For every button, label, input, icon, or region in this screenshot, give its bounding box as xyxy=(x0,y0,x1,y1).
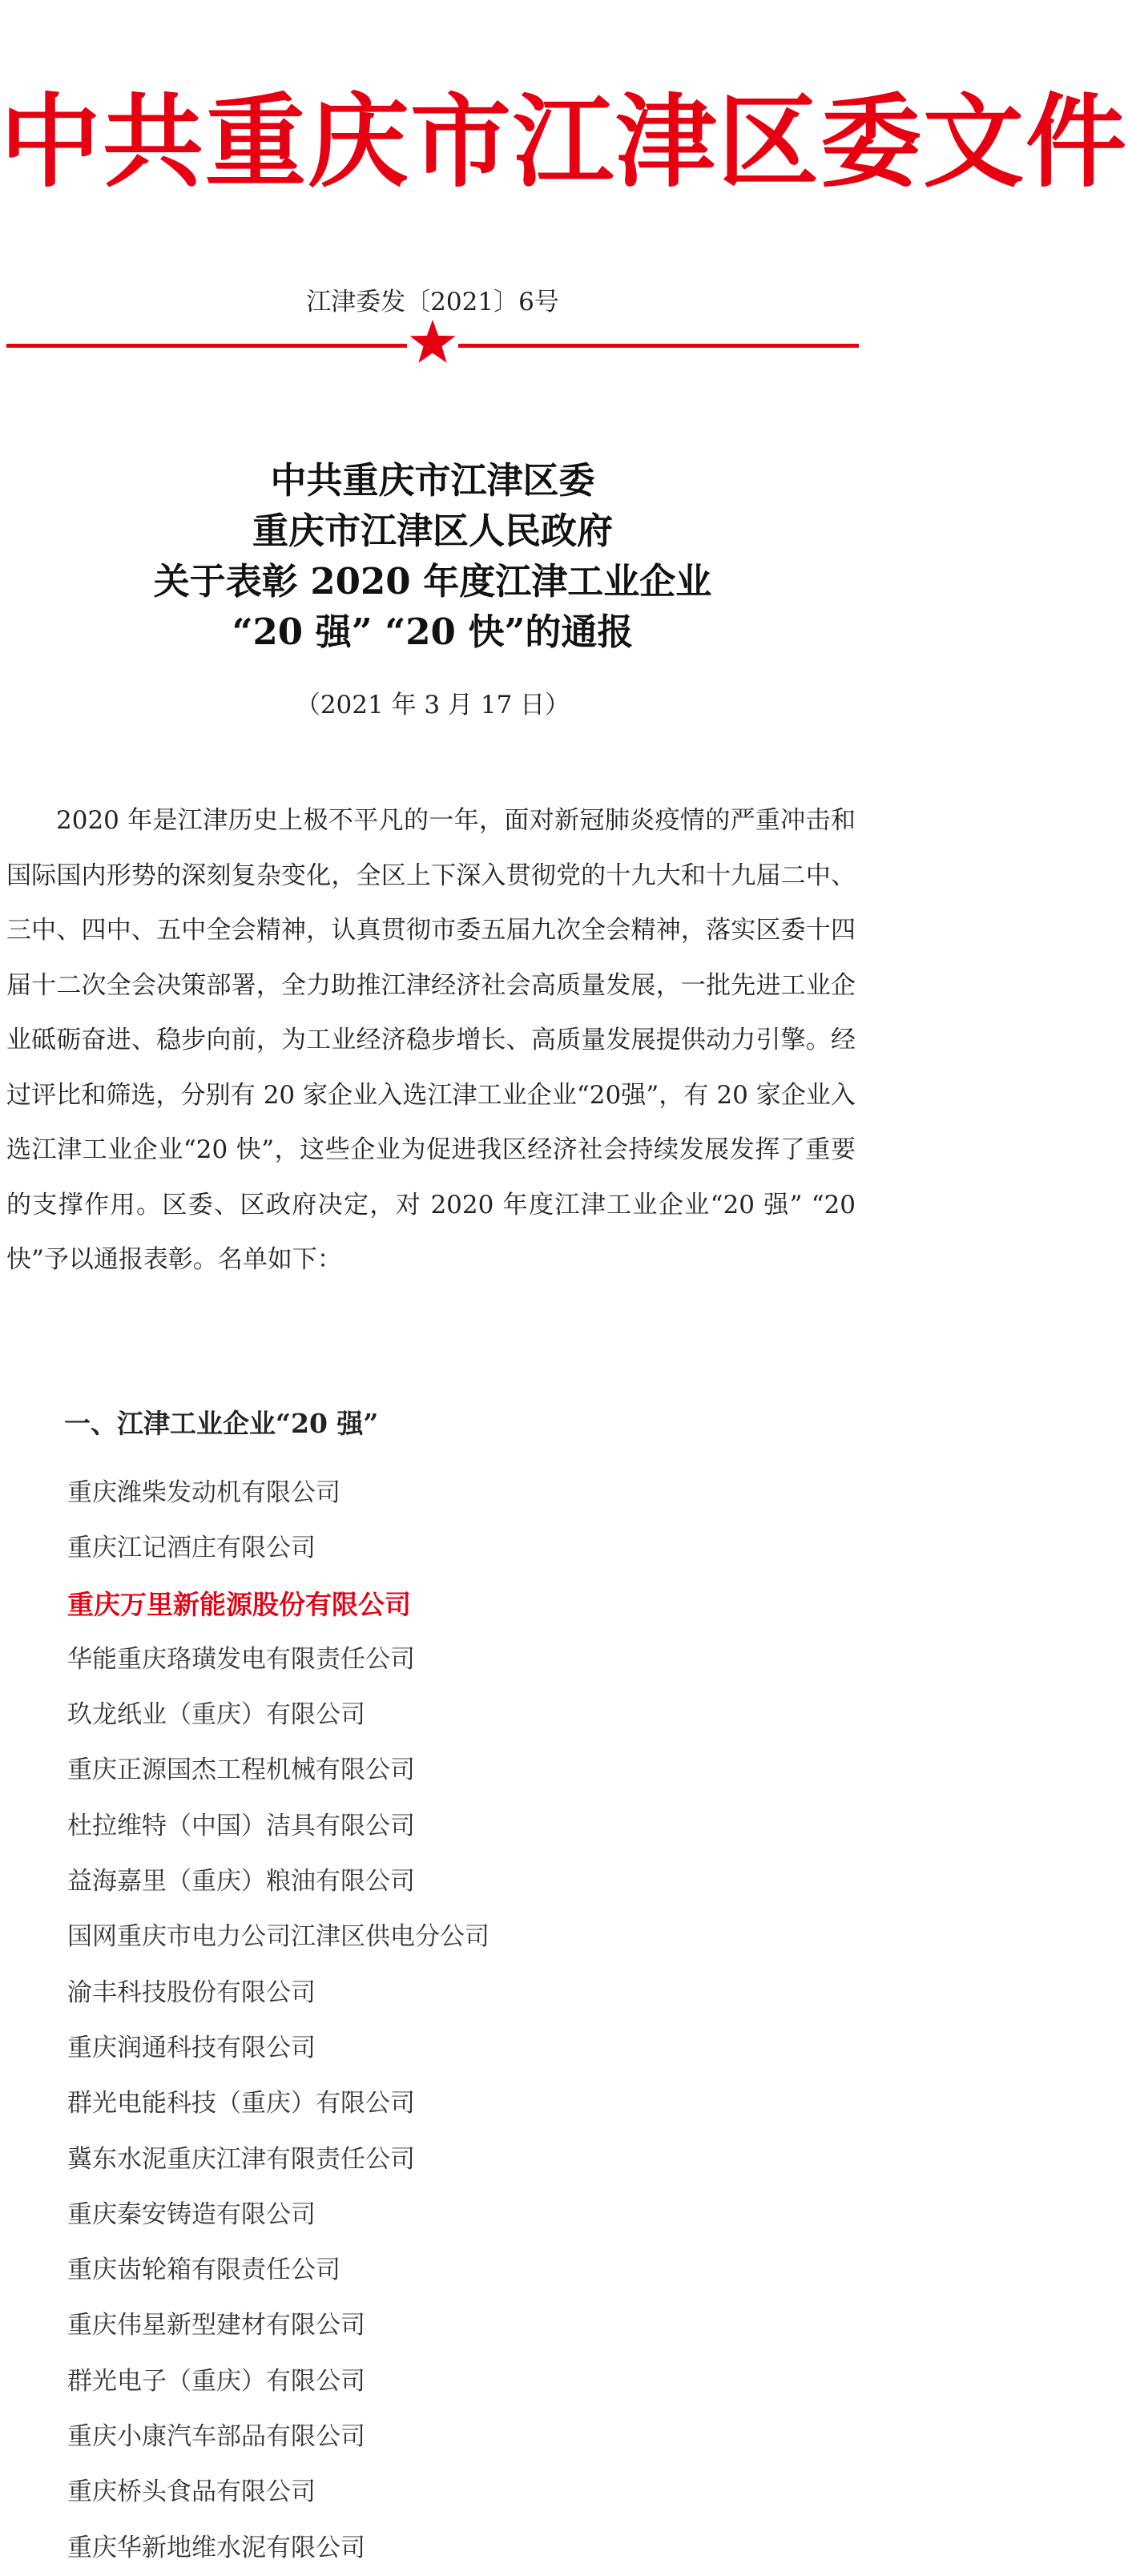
company-item: 群光电能科技（重庆）有限公司 xyxy=(67,2089,415,2118)
red-divider-right xyxy=(458,344,859,348)
body-paragraph: 2020 年是江津历史上极不平凡的一年，面对新冠肺炎疫情的严重冲击和国际国内形势的深刻复杂变化，全区上下深入贯彻党的十九大和十九届二中、三中、四中、五中全会精神，认真贯彻市委五届九次全会精神，落实区委十四届十二次全会决策部署，全力助推江津经济社会高质量发展，一批先进工业企业砥砺奋进、稳步向前，为工业经济稳步增长、高质量发展提供动力引擎。经过评比和筛选，分别有 20 家企业入选江津工业企业“20强”，有 20 家企业入选江津工业企业“20 快”，这些企业为促进我区经济社会持续发展发挥了重要的支撑作用。区委、区政府决定，对 2020 年度江津工业企业“20 强” “20 快”予以通报表彰。名单如下： xyxy=(6,806,856,1274)
company-item: 重庆正源国杰工程机械有限公司 xyxy=(67,1756,415,1785)
company-list xyxy=(67,1465,489,2576)
company-item-highlighted: 重庆万里新能源股份有限公司 xyxy=(67,1588,411,1620)
company-item: 益海嘉里（重庆）粮油有限公司 xyxy=(67,1867,415,1897)
title-line-4: “20 强” “20 快”的通报 xyxy=(232,611,634,653)
company-item: 群光电子（重庆）有限公司 xyxy=(67,2366,365,2396)
company-item: 杜拉维特（中国）洁具有限公司 xyxy=(67,1811,415,1840)
red-divider-left xyxy=(6,344,407,348)
company-item: 重庆潍柴发动机有限公司 xyxy=(67,1478,340,1507)
masthead-title: 中共重庆市江津区委文件 xyxy=(0,83,1128,201)
title-line-1: 中共重庆市江津区委 xyxy=(270,459,595,502)
company-item: 重庆齿轮箱有限责任公司 xyxy=(67,2256,340,2285)
company-item: 国网重庆市电力公司江津区供电分公司 xyxy=(67,1922,489,1952)
issue-date: （2021 年 3 月 17 日） xyxy=(295,691,570,720)
company-item: 华能重庆珞璜发电有限责任公司 xyxy=(67,1644,415,1674)
company-item: 重庆伟星新型建材有限公司 xyxy=(67,2311,365,2340)
company-item: 重庆秦安铸造有限公司 xyxy=(67,2199,316,2229)
title-line-3: 关于表彰 2020 年度江津工业企业 xyxy=(153,560,712,603)
title-line-2: 重庆市江津区人民政府 xyxy=(252,510,613,552)
notice-title xyxy=(0,455,865,657)
company-item: 重庆润通科技有限公司 xyxy=(67,2033,316,2062)
company-item: 重庆华新地维水泥有限公司 xyxy=(67,2533,365,2562)
document-number: 江津委发〔2021〕6号 xyxy=(306,288,559,316)
company-item: 渝丰科技股份有限公司 xyxy=(67,1977,316,2007)
company-item: 重庆小康汽车部品有限公司 xyxy=(67,2422,365,2452)
section-heading: 一、江津工业企业“20 强” xyxy=(64,1408,379,1439)
company-item: 冀东水泥重庆江津有限责任公司 xyxy=(67,2144,415,2174)
company-item: 重庆江记酒庄有限公司 xyxy=(67,1534,316,1563)
company-item: 重庆桥头食品有限公司 xyxy=(67,2477,316,2507)
company-item: 玖龙纸业（重庆）有限公司 xyxy=(67,1700,365,1730)
star-icon xyxy=(409,318,457,366)
